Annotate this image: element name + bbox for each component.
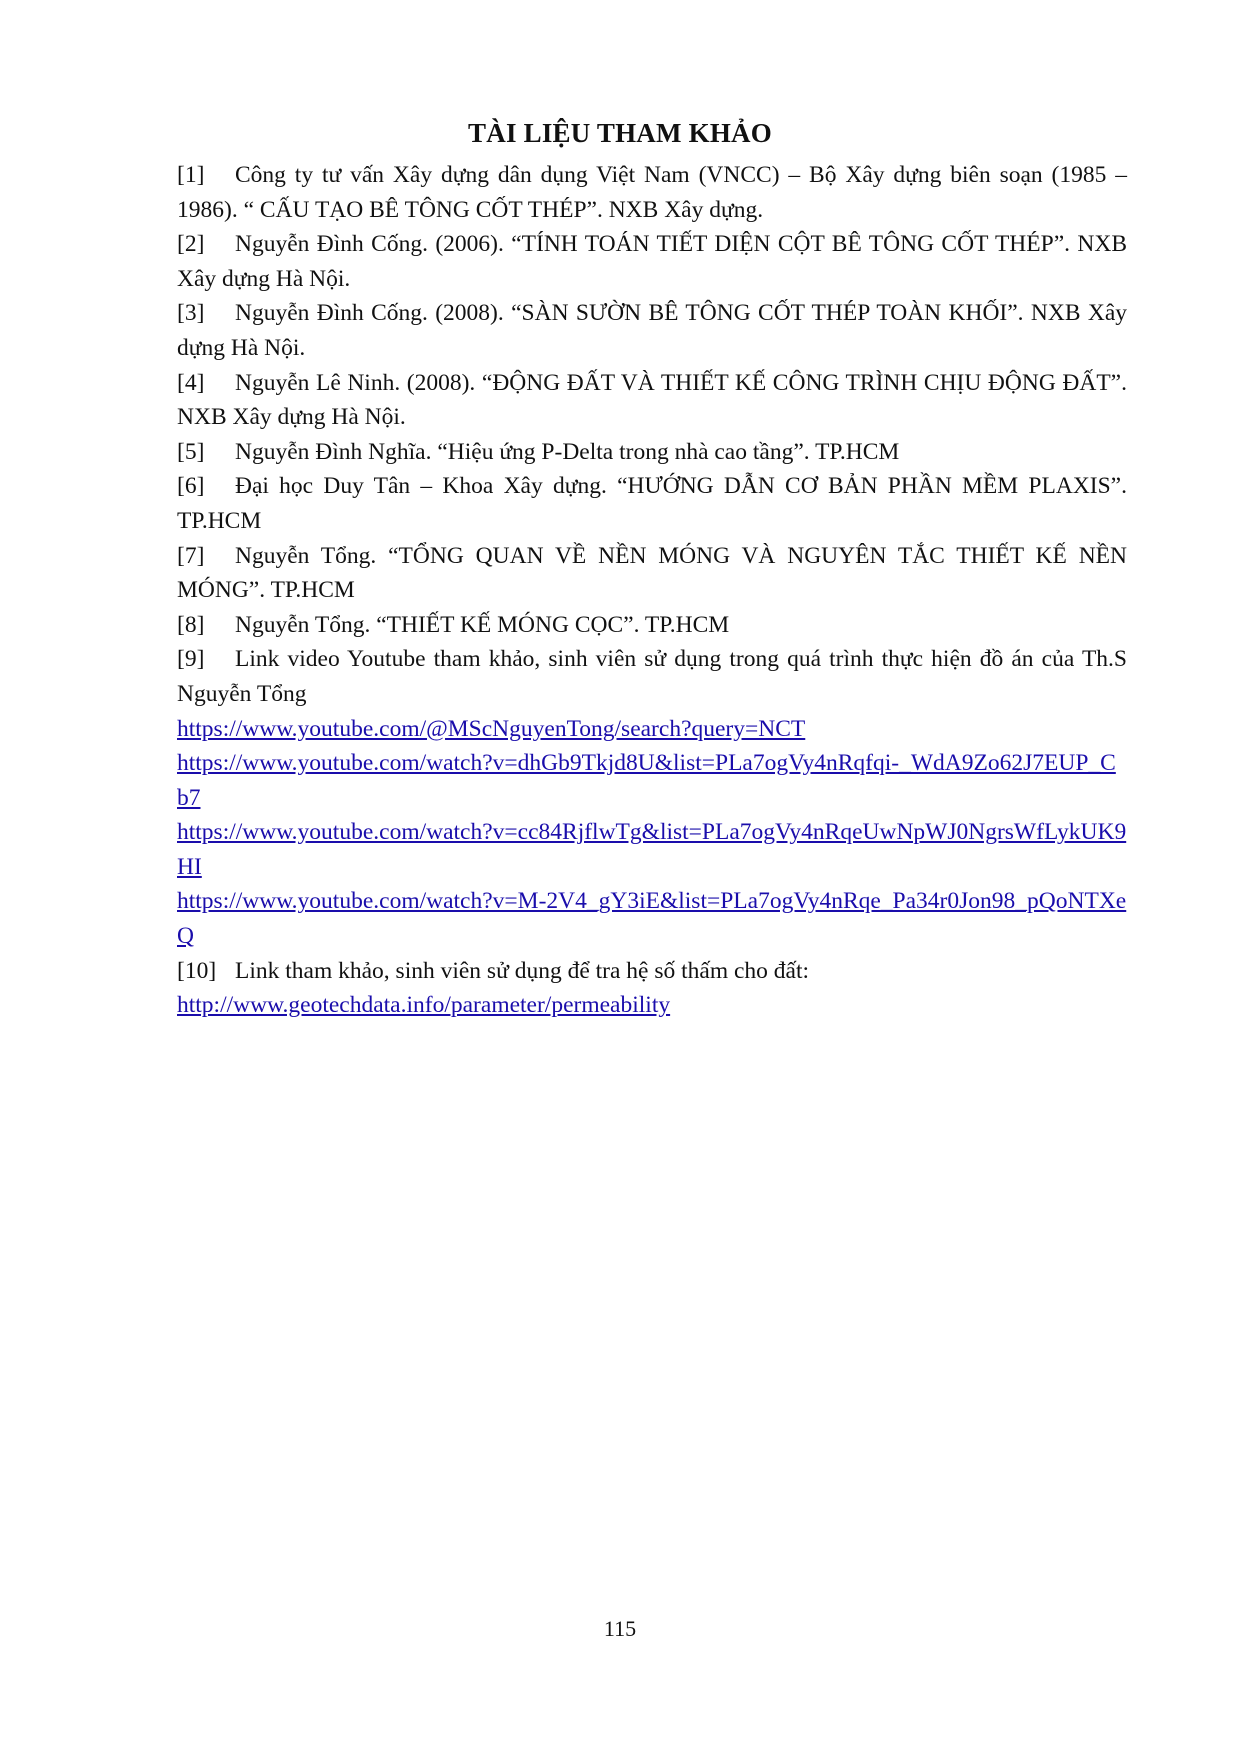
reference-text: Link video Youtube tham khảo, sinh viên sử dụng trong quá trình thực hiện đồ án của Th.S Nguyễn Tổng [177,646,1127,707]
reference-text: Công ty tư vấn Xây dựng dân dụng Việt Nam (VNCC) – Bộ Xây dựng biên soạn (1985 – 1986). “ CẤU TẠO BÊ TÔNG CỐT THÉP”. NXB Xây dựng. [177,162,1127,223]
reference-list [177,158,1127,1023]
reference-text: Link tham khảo, sinh viên sử dụng để tra hệ số thấm cho đất: [235,957,810,984]
youtube-link[interactable]: https://www.youtube.com/watch?v=M-2V4_gY3iE&list=PLa7ogVy4nRqe_Pa34r0Jon98_pQoNTXeQ [177,888,1127,950]
reference-number: [6] [177,473,205,500]
youtube-link[interactable]: https://www.youtube.com/watch?v=dhGb9Tkjd8U&list=PLa7ogVy4nRqfqi-_WdA9Zo62J7EUP_Cb7 [177,750,1116,811]
youtube-link[interactable]: https://www.youtube.com/@MScNguyenTong/search?query=NCT [177,715,806,742]
reference-number: [5] [177,438,205,465]
reference-item [177,296,1127,365]
reference-item [177,435,1127,470]
reference-number: [8] [177,611,205,638]
youtube-link[interactable]: https://www.youtube.com/watch?v=cc84RjflwTg&list=PLa7ogVy4nRqeUwNpWJ0NgrsWfLykUK9HI [177,819,1127,880]
reference-text: Nguyễn Tổng. “TỔNG QUAN VỀ NỀN MÓNG VÀ NGUYÊN TẮC THIẾT KẾ NỀN MÓNG”. TP.HCM [177,542,1127,604]
reference-item [177,539,1127,608]
reference-text: Nguyễn Đình Nghĩa. “Hiệu ứng P-Delta trong nhà cao tầng”. TP.HCM [235,438,900,465]
reference-text: Đại học Duy Tân – Khoa Xây dựng. “HƯỚNG DẪN CƠ BẢN PHẦN MỀM PLAXIS”. TP.HCM [177,473,1127,534]
page-number: 115 [603,1616,637,1641]
reference-text: Nguyễn Lê Ninh. (2008). “ĐỘNG ĐẤT VÀ THIẾT KẾ CÔNG TRÌNH CHỊU ĐỘNG ĐẤT”. NXB Xây dựng Hà Nội. [177,369,1127,431]
reference-number: [3] [177,300,205,327]
reference-item [177,227,1127,296]
reference-item [177,642,1127,711]
reference-item [177,608,1127,643]
reference-number: [10] [177,957,217,984]
reference-item [177,158,1127,227]
reference-number: [9] [177,646,205,673]
reference-item [177,366,1127,435]
reference-number: [1] [177,162,205,188]
reference-text: Nguyễn Tổng. “THIẾT KẾ MÓNG CỌC”. TP.HCM [235,611,730,638]
reference-number: [2] [177,231,205,258]
reference-number: [4] [177,369,205,396]
geotech-link[interactable]: http://www.geotechdata.info/parameter/permeability [177,992,671,1019]
reference-item [177,954,1127,989]
reference-text: Nguyễn Đình Cống. (2006). “TÍNH TOÁN TIẾT DIỆN CỘT BÊ TÔNG CỐT THÉP”. NXB Xây dựng Hà Nội. [177,231,1127,292]
reference-text: Nguyễn Đình Cống. (2008). “SÀN SƯỜN BÊ TÔNG CỐT THÉP TOÀN KHỐI”. NXB Xây dựng Hà Nội. [177,300,1127,361]
reference-item [177,469,1127,538]
page-title: TÀI LIỆU THAM KHẢO [468,118,772,148]
reference-number: [7] [177,542,205,569]
